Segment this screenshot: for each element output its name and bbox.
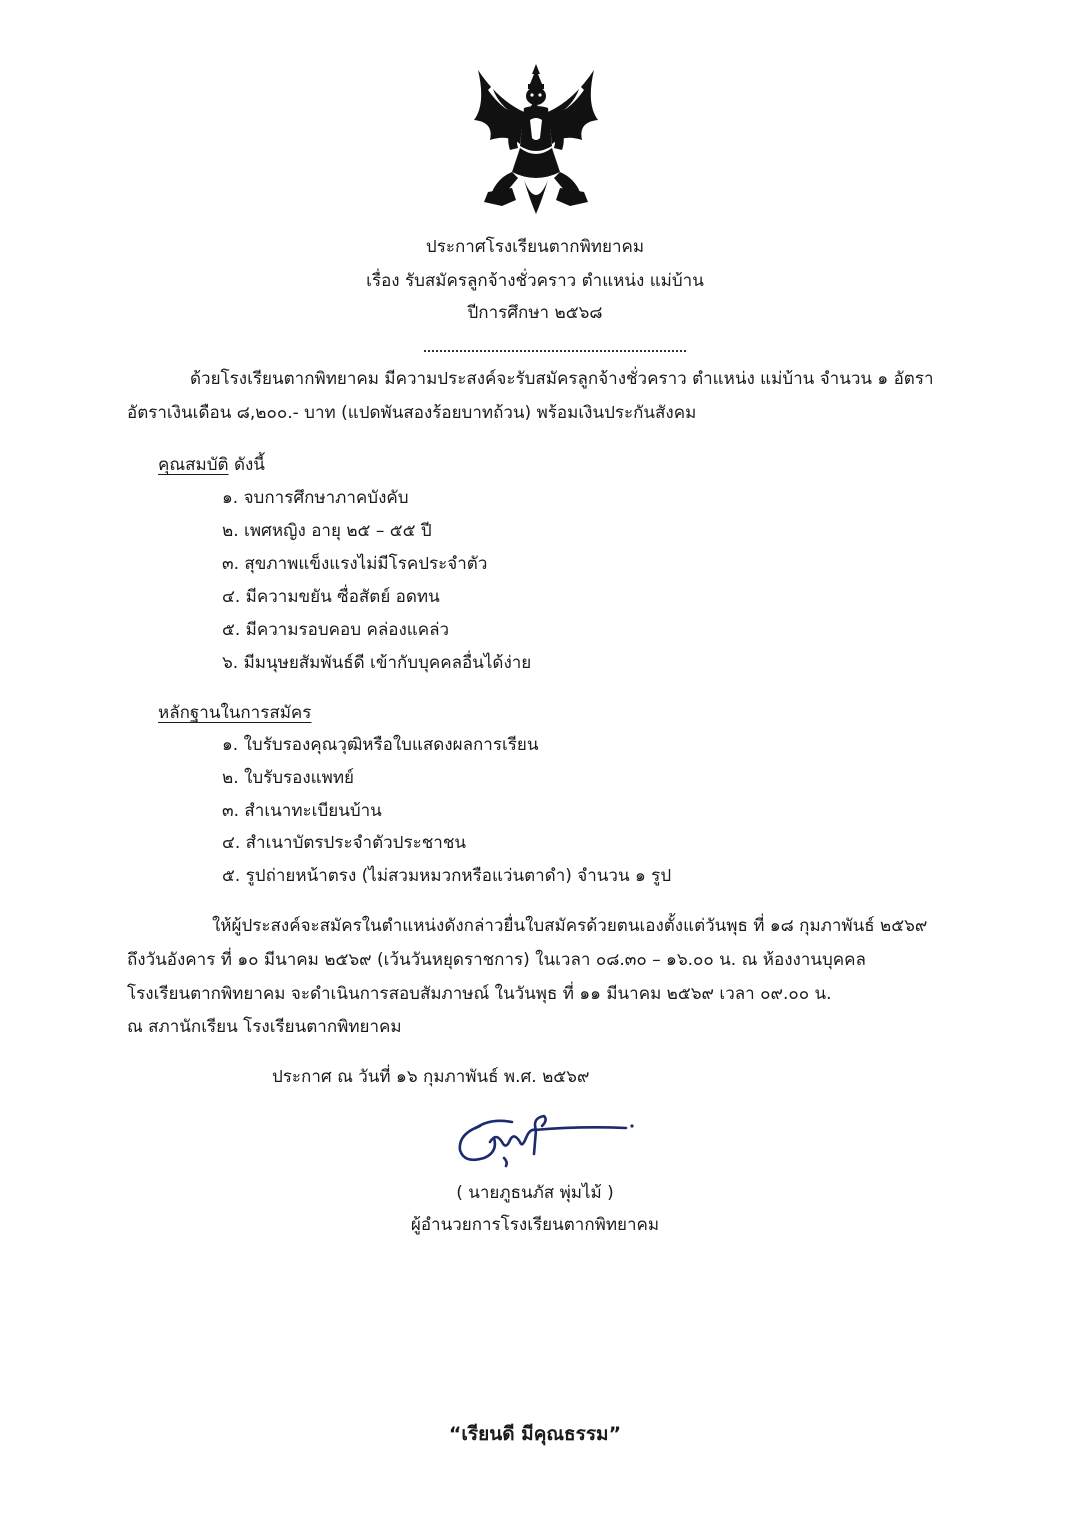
qualifications-heading-suffix: ดังนี้ <box>228 455 265 475</box>
qualification-item: ๓. สุขภาพแข็งแรงไม่มีโรคประจำตัว <box>222 554 488 574</box>
announcement-date: ประกาศ ณ วันที่ ๑๖ กุมภาพันธ์ พ.ศ. ๒๕๖๙ <box>272 1067 590 1087</box>
qualification-item: ๑. จบการศึกษาภาคบังคับ <box>222 488 409 508</box>
qualification-item: ๕. มีความรอบคอบ คล่องแคล่ว <box>222 620 450 640</box>
intro-line-2: อัตราเงินเดือน ๘,๒๐๐.- บาท (แปดพันสองร้อยบาทถ้วน) พร้อมเงินประกันสังคม <box>127 403 697 423</box>
intro-line-1: ด้วยโรงเรียนตากพิทยาคม มีความประสงค์จะรับสมัครลูกจ้างชั่วคราว ตำแหน่ง แม่บ้าน จำนวน ๑ อัตรา <box>190 369 934 389</box>
document-item: ๕. รูปถ่ายหน้าตรง (ไม่สวมหมวกหรือแว่นตาดำ) จำนวน ๑ รูป <box>222 866 672 886</box>
document-item: ๒. ใบรับรองแพทย์ <box>222 768 354 788</box>
application-line-3: โรงเรียนตากพิทยาคม จะดำเนินการสอบสัมภาษณ์ ในวันพุธ ที่ ๑๑ มีนาคม ๒๕๖๙ เวลา ๐๙.๐๐ น. <box>127 984 832 1004</box>
document-item: ๓. สำเนาทะเบียนบ้าน <box>222 801 382 821</box>
qualification-item: ๒. เพศหญิง อายุ ๒๕ – ๕๕ ปี <box>222 521 432 541</box>
announcement-subject: เรื่อง รับสมัครลูกจ้างชั่วคราว ตำแหน่ง แม่บ้าน <box>366 271 704 291</box>
dotted-divider <box>424 350 686 352</box>
application-line-2: ถึงวันอังคาร ที่ ๑๐ มีนาคม ๒๕๖๙ (เว้นวันหยุดราชการ) ในเวลา ๐๘.๓๐ – ๑๖.๐๐ น. ณ ห้องงานบุคคล <box>127 950 866 970</box>
school-motto: “เรียนดี มีคุณธรรม” <box>448 1423 622 1445</box>
handwritten-signature <box>450 1108 640 1168</box>
application-line-4: ณ สภานักเรียน โรงเรียนตากพิทยาคม <box>127 1017 402 1037</box>
academic-year: ปีการศึกษา ๒๕๖๘ <box>467 303 603 323</box>
signatory-name: ( นายภูธนภัส พุ่มไม้ ) <box>456 1183 614 1203</box>
documents-heading: หลักฐานในการสมัคร <box>158 703 312 723</box>
document-item: ๑. ใบรับรองคุณวุฒิหรือใบแสดงผลการเรียน <box>222 735 539 755</box>
signatory-position: ผู้อำนวยการโรงเรียนตากพิทยาคม <box>410 1215 660 1235</box>
document-item: ๔. สำเนาบัตรประจำตัวประชาชน <box>222 833 466 853</box>
qualification-item: ๖. มีมนุษยสัมพันธ์ดี เข้ากับบุคคลอื่นได้ง่าย <box>222 653 532 673</box>
announcement-title: ประกาศโรงเรียนตากพิทยาคม <box>425 237 645 257</box>
garuda-emblem-icon <box>468 60 604 218</box>
qualifications-heading <box>158 454 265 476</box>
application-line-1: ให้ผู้ประสงค์จะสมัครในตำแหน่งดังกล่าวยื่นใบสมัครด้วยตนเองตั้งแต่วันพุธ ที่ ๑๘ กุมภาพันธ์ ๒๕๖๙ <box>212 916 928 936</box>
qualification-item: ๔. มีความขยัน ซื่อสัตย์ อดทน <box>222 587 440 607</box>
qualifications-heading-label: คุณสมบัติ <box>158 455 229 475</box>
